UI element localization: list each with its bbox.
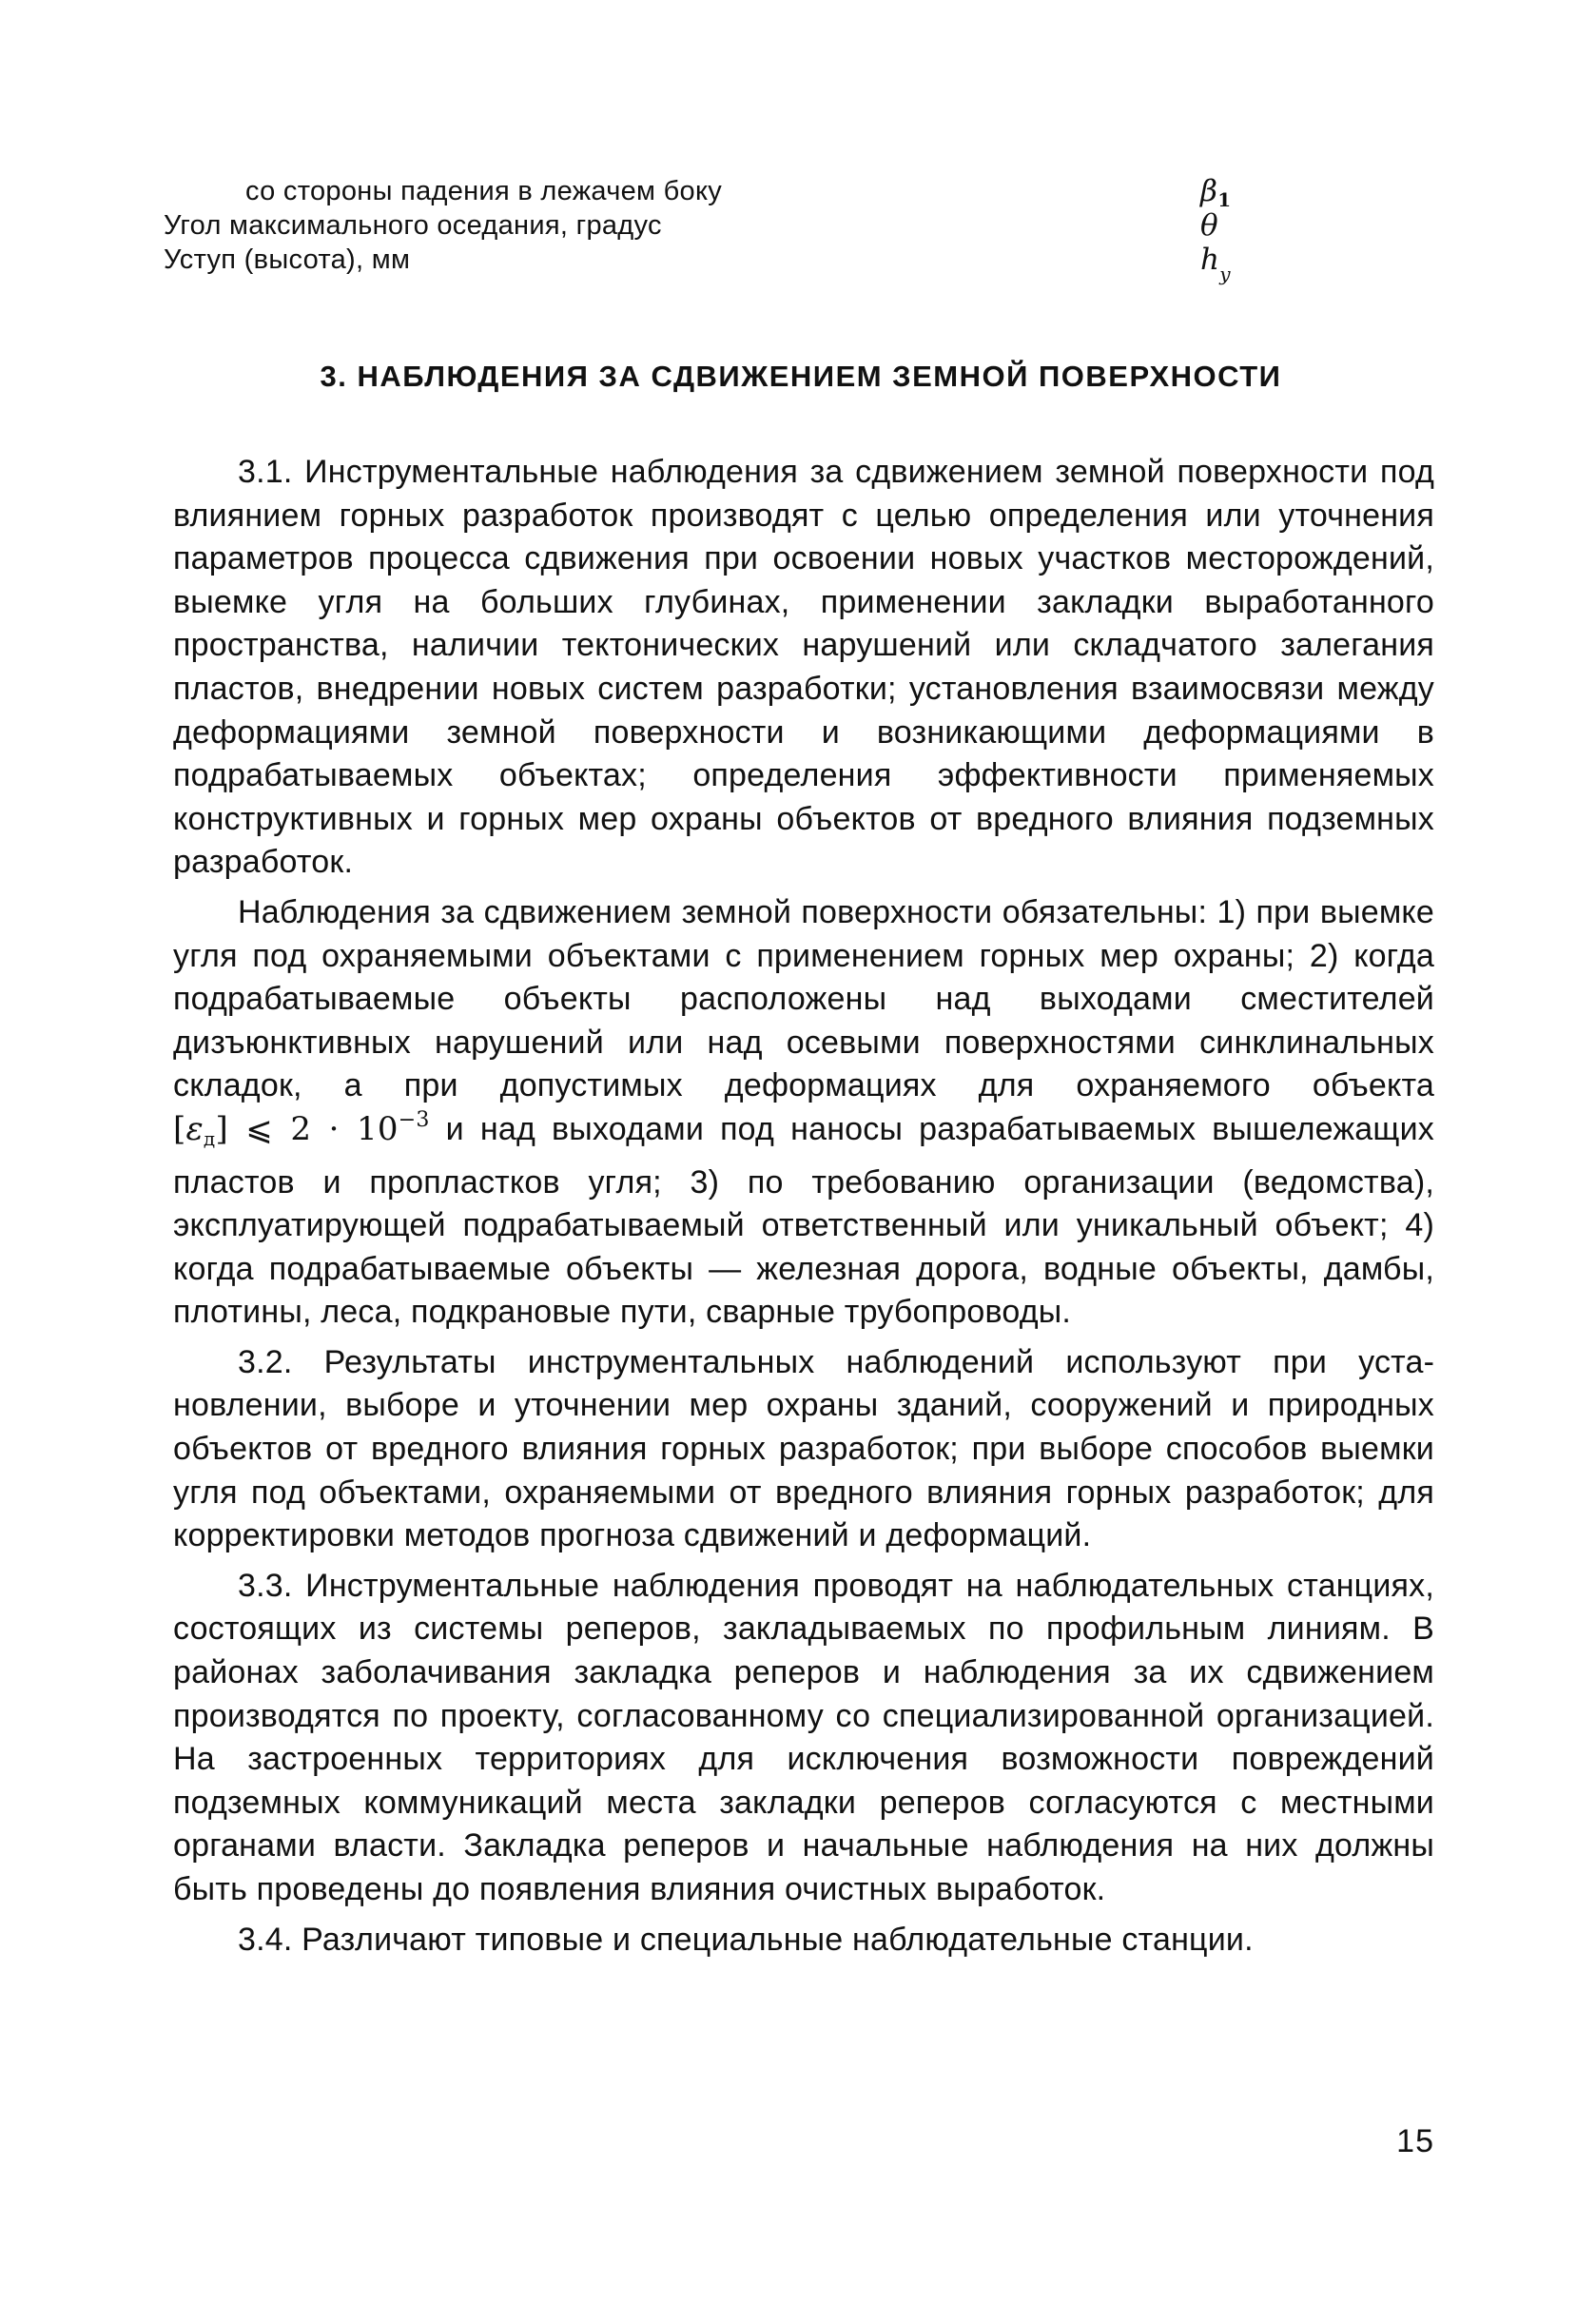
paragraph-3-2: 3.2. Результаты инструментальных наблюдений используют при установлении, выборе и уточнении мер охраны зданий, сооружений и природных объектов от вредного влияния горных разработок; при выборе способов выемки угля под объектами, охраняемыми от вредного влияния горных разработок; для корректировки методов прогноза сдвижений и деформаций. [173, 1343, 1434, 1554]
notation-row [164, 174, 1267, 211]
notation-label: со стороны падения в лежачем боку [245, 176, 723, 206]
paragraph-obligatory: Наблюдения за сдвижением земной поверхности обязательны: 1) при выемке угля под охраняемыми объектами с применением горных мер охраны; 2) когда подрабатываемые объекты расположены над выходами сместителей дизъюнктивных нарушений или над осевыми поверхностями синклинальных складок, а при допустимых деформациях для охраняемого объекта $[\varepsilon_д]$ ⩽ $2 \cdot 10^{-3}$ и над выходами под наносы разрабатываемых вышележащих пластов и пропластков угля; 3) по требованию организации (ведомства), эксплуатирующей подрабатываемый ответственный или уникальный объект; 4) когда подрабатываемые объекты — железная дорога, водные объекты, дамбы, плотины, леса, подкрановые пути, сварные трубопроводы. [173, 893, 1434, 1331]
notation-symbol: $\beta_1$ [1200, 174, 1232, 211]
notation-symbol: θ [1200, 208, 1218, 243]
notation-row [164, 208, 1267, 243]
paragraph-3-3: 3.3. Инструментальные наблюдения проводят на наблюдательных станциях, состоящих из системы реперов, закладываемых по профильным линиям. В районах заболачивания закладка реперов и наблюдения за их сдвижением производятся по проекту, согласованному со специализированной организацией. На застроенных территориях для исключения возможности повреждений подземных коммуникаций места закладки реперов согласуются с местными органами власти. Закладка реперов и начальные наблюдения на них должны быть проведены до появления влияния очистных выработок. [173, 1567, 1434, 1907]
body-text [173, 451, 1434, 1968]
notation-row [164, 243, 1267, 285]
notation-list [164, 174, 1267, 285]
notation-label: Уступ (высота), мм [164, 244, 411, 275]
notation-label: Угол максимального оседания, градус [164, 210, 662, 241]
deformation-formula: $[\varepsilon_д]$ ⩽ $2 \cdot 10^{-3}$ [173, 1107, 430, 1150]
section-heading: 3. НАБЛЮДЕНИЯ ЗА СДВИЖЕНИЕМ ЗЕМНОЙ ПОВЕРХНОСТИ [320, 360, 1282, 393]
page-number: 15 [1396, 2123, 1434, 2159]
paragraph-3-1: 3.1. Инструментальные наблюдения за сдвижением земной поверхности под влиянием горных разработок производят с целью определения или уточнения параметров процесса сдвижения при освоении новых участков месторождений, выемке угля на больших глубинах, применении закладки выработанного пространства, наличии тектонических нарушений или складчатого залегания пластов, внедрении новых систем разработки; установления взаимосвязи между деформациями земной поверхности и возникающими деформациями в подрабатываемых объектах; определения эффективности применяемых конструктивных и горных мер охраны объектов от вредного влияния подземных разработок. [173, 454, 1434, 881]
paragraph-3-4: 3.4. Различают типовые и специальные наблюдательные станции. [238, 1921, 1254, 1958]
notation-symbol: $h_у$ [1200, 243, 1232, 285]
